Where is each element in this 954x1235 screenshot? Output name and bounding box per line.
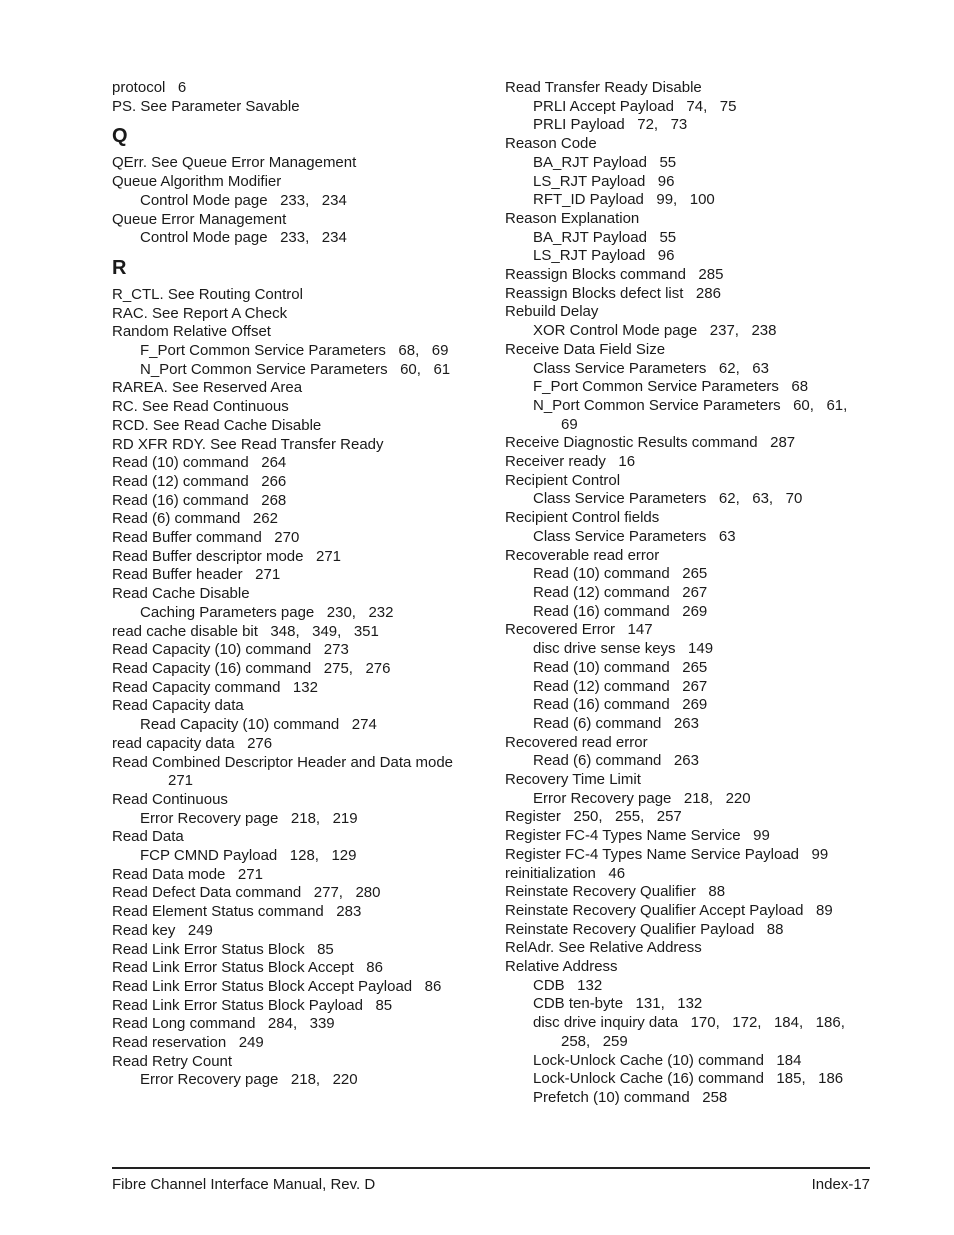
index-subentry: 258, 259 xyxy=(561,1032,628,1050)
index-entry: Read Element Status command 283 xyxy=(112,903,362,921)
index-entry: Receive Diagnostic Results command 287 xyxy=(505,434,796,452)
index-subentry: Control Mode page 233, 234 xyxy=(140,191,347,209)
index-subentry: Error Recovery page 218, 220 xyxy=(533,789,751,807)
index-entry: Read Link Error Status Block 85 xyxy=(112,940,334,958)
index-subentry: Caching Parameters page 230, 232 xyxy=(140,603,394,621)
index-entry: Read (10) command 264 xyxy=(112,454,287,472)
index-entry: RC. See Read Continuous xyxy=(112,398,289,416)
index-entry: Recovered read error xyxy=(505,733,648,751)
index-entry: Receive Data Field Size xyxy=(505,340,666,358)
index-entry: Reassign Blocks defect list 286 xyxy=(505,284,721,302)
index-subentry: 69 xyxy=(561,415,578,433)
index-subentry: XOR Control Mode page 237, 238 xyxy=(533,322,777,340)
index-entry: Read Link Error Status Block Accept Payload 86 xyxy=(112,977,442,995)
index-entry: Read Buffer descriptor mode 271 xyxy=(112,547,342,565)
index-subentry: CDB ten-byte 131, 132 xyxy=(533,995,703,1013)
index-entry: Recipient Control fields xyxy=(505,509,660,527)
index-entry: Register FC-4 Types Name Service Payload 99 xyxy=(505,845,829,863)
index-entry: Read (6) command 262 xyxy=(112,510,278,528)
index-entry: protocol 6 xyxy=(112,79,187,96)
index-entry: Reinstate Recovery Qualifier Accept Payload 89 xyxy=(505,901,833,919)
index-entry: Recoverable read error xyxy=(505,546,660,564)
index-entry: Queue Error Management xyxy=(112,210,287,228)
index-subentry: Read (12) command 267 xyxy=(533,677,708,695)
index-column-left xyxy=(112,79,492,1090)
index-entry: RCD. See Read Cache Disable xyxy=(112,416,322,434)
index-entry: Random Relative Offset xyxy=(112,323,271,341)
index-subentry: F_Port Common Service Parameters 68 xyxy=(533,378,809,396)
index-subentry: CDB 132 xyxy=(533,976,603,994)
index-entry: Read Defect Data command 277, 280 xyxy=(112,884,381,902)
index-entry: read cache disable bit 348, 349, 351 xyxy=(112,622,379,640)
index-entry: Read Transfer Ready Disable xyxy=(505,79,702,96)
index-entry: Relative Address xyxy=(505,958,618,976)
index-subentry: Class Service Parameters 63 xyxy=(533,527,736,545)
index-subentry: N_Port Common Service Parameters 60, 61, xyxy=(533,396,848,414)
index-subentry: Lock-Unlock Cache (16) command 185, 186 xyxy=(533,1070,844,1088)
index-entry: Receiver ready 16 xyxy=(505,453,636,471)
index-entry: Read Capacity command 132 xyxy=(112,678,318,696)
index-entry: Read Capacity (16) command 275, 276 xyxy=(112,659,391,677)
index-subentry: disc drive sense keys 149 xyxy=(533,640,714,658)
index-entry: Queue Algorithm Modifier xyxy=(112,173,282,191)
index-entry: Read Capacity (10) command 273 xyxy=(112,641,349,659)
index-entry: Reason Code xyxy=(505,135,597,153)
index-section-letter: Q xyxy=(112,125,128,148)
index-subentry: Read (10) command 265 xyxy=(533,565,708,583)
footer-manual-title: Fibre Channel Interface Manual, Rev. D xyxy=(112,1176,376,1193)
index-entry: Read Combined Descriptor Header and Data mode xyxy=(112,753,454,771)
index-subentry: Read Capacity (10) command 274 xyxy=(140,716,377,734)
index-subentry: PRLI Payload 72, 73 xyxy=(533,116,688,134)
index-subentry: Read (6) command 263 xyxy=(533,714,699,732)
index-subentry: Read (16) command 269 xyxy=(533,696,708,714)
index-subentry: PRLI Accept Payload 74, 75 xyxy=(533,97,737,115)
index-subentry: Lock-Unlock Cache (10) command 184 xyxy=(533,1051,802,1069)
index-entry: Read Buffer command 270 xyxy=(112,529,300,547)
index-entry: Read Data mode 271 xyxy=(112,865,263,883)
index-entry: Read Cache Disable xyxy=(112,585,250,603)
footer-page-number: Index-17 xyxy=(811,1176,870,1193)
index-subentry: Read (6) command 263 xyxy=(533,752,699,770)
index-entry: PS. See Parameter Savable xyxy=(112,97,300,115)
index-entry: R_CTL. See Routing Control xyxy=(112,285,303,303)
index-subentry: Error Recovery page 218, 219 xyxy=(140,809,358,827)
index-entry: Read Capacity data xyxy=(112,697,244,715)
index-subentry: Prefetch (10) command 258 xyxy=(533,1088,728,1106)
index-subentry: Control Mode page 233, 234 xyxy=(140,229,347,247)
index-section-letter: R xyxy=(112,256,127,279)
index-subentry: LS_RJT Payload 96 xyxy=(533,172,675,190)
index-entry: Read reservation 249 xyxy=(112,1034,264,1052)
index-entry: RelAdr. See Relative Address xyxy=(505,939,702,957)
index-entry: Read Continuous xyxy=(112,790,228,808)
index-entry: Read Data xyxy=(112,828,184,846)
index-entry: Register FC-4 Types Name Service 99 xyxy=(505,827,770,845)
index-subentry: Class Service Parameters 62, 63, 70 xyxy=(533,490,803,508)
index-entry: QErr. See Queue Error Management xyxy=(112,154,357,172)
index-entry: Recovery Time Limit xyxy=(505,771,641,789)
index-entry: Read key 249 xyxy=(112,921,213,939)
index-entry: Read Retry Count xyxy=(112,1052,233,1070)
index-entry: read capacity data 276 xyxy=(112,734,273,752)
index-subentry: BA_RJT Payload 55 xyxy=(533,153,677,171)
index-subentry: F_Port Common Service Parameters 68, 69 xyxy=(140,342,449,360)
index-entry: Reinstate Recovery Qualifier 88 xyxy=(505,883,726,901)
index-subentry: Read (10) command 265 xyxy=(533,658,708,676)
index-entry: RAC. See Report A Check xyxy=(112,304,288,322)
index-entry: Read (12) command 266 xyxy=(112,472,287,490)
index-subentry: 271 xyxy=(168,772,194,790)
index-subentry: RFT_ID Payload 99, 100 xyxy=(533,191,715,209)
index-entry: reinitialization 46 xyxy=(505,864,626,882)
index-subentry: Read (12) command 267 xyxy=(533,583,708,601)
index-entry: Register 250, 255, 257 xyxy=(505,808,682,826)
index-entry: Recipient Control xyxy=(505,471,621,489)
index-entry: Rebuild Delay xyxy=(505,303,599,321)
index-entry: Reason Explanation xyxy=(505,209,640,227)
index-subentry: Class Service Parameters 62, 63 xyxy=(533,359,769,377)
index-entry: Read (16) command 268 xyxy=(112,491,287,509)
index-entry: Read Buffer header 271 xyxy=(112,566,281,584)
index-entry: Reinstate Recovery Qualifier Payload 88 xyxy=(505,920,784,938)
index-subentry: FCP CMND Payload 128, 129 xyxy=(140,847,357,865)
footer-divider xyxy=(112,1167,870,1169)
index-entry: Read Long command 284, 339 xyxy=(112,1015,335,1033)
index-subentry: BA_RJT Payload 55 xyxy=(533,228,677,246)
index-entry: Recovered Error 147 xyxy=(505,621,653,639)
index-entry: Read Link Error Status Block Accept 86 xyxy=(112,959,383,977)
index-entry: Read Link Error Status Block Payload 85 xyxy=(112,996,393,1014)
index-subentry: Error Recovery page 218, 220 xyxy=(140,1071,358,1089)
index-entry: RD XFR RDY. See Read Transfer Ready xyxy=(112,435,384,453)
index-entry: Reassign Blocks command 285 xyxy=(505,266,724,284)
index-subentry: LS_RJT Payload 96 xyxy=(533,247,675,265)
index-column-right xyxy=(505,79,875,1108)
index-subentry: Read (16) command 269 xyxy=(533,602,708,620)
index-subentry: N_Port Common Service Parameters 60, 61 xyxy=(140,360,451,378)
index-entry: RAREA. See Reserved Area xyxy=(112,379,303,397)
index-subentry: disc drive inquiry data 170, 172, 184, 186, xyxy=(533,1014,845,1032)
